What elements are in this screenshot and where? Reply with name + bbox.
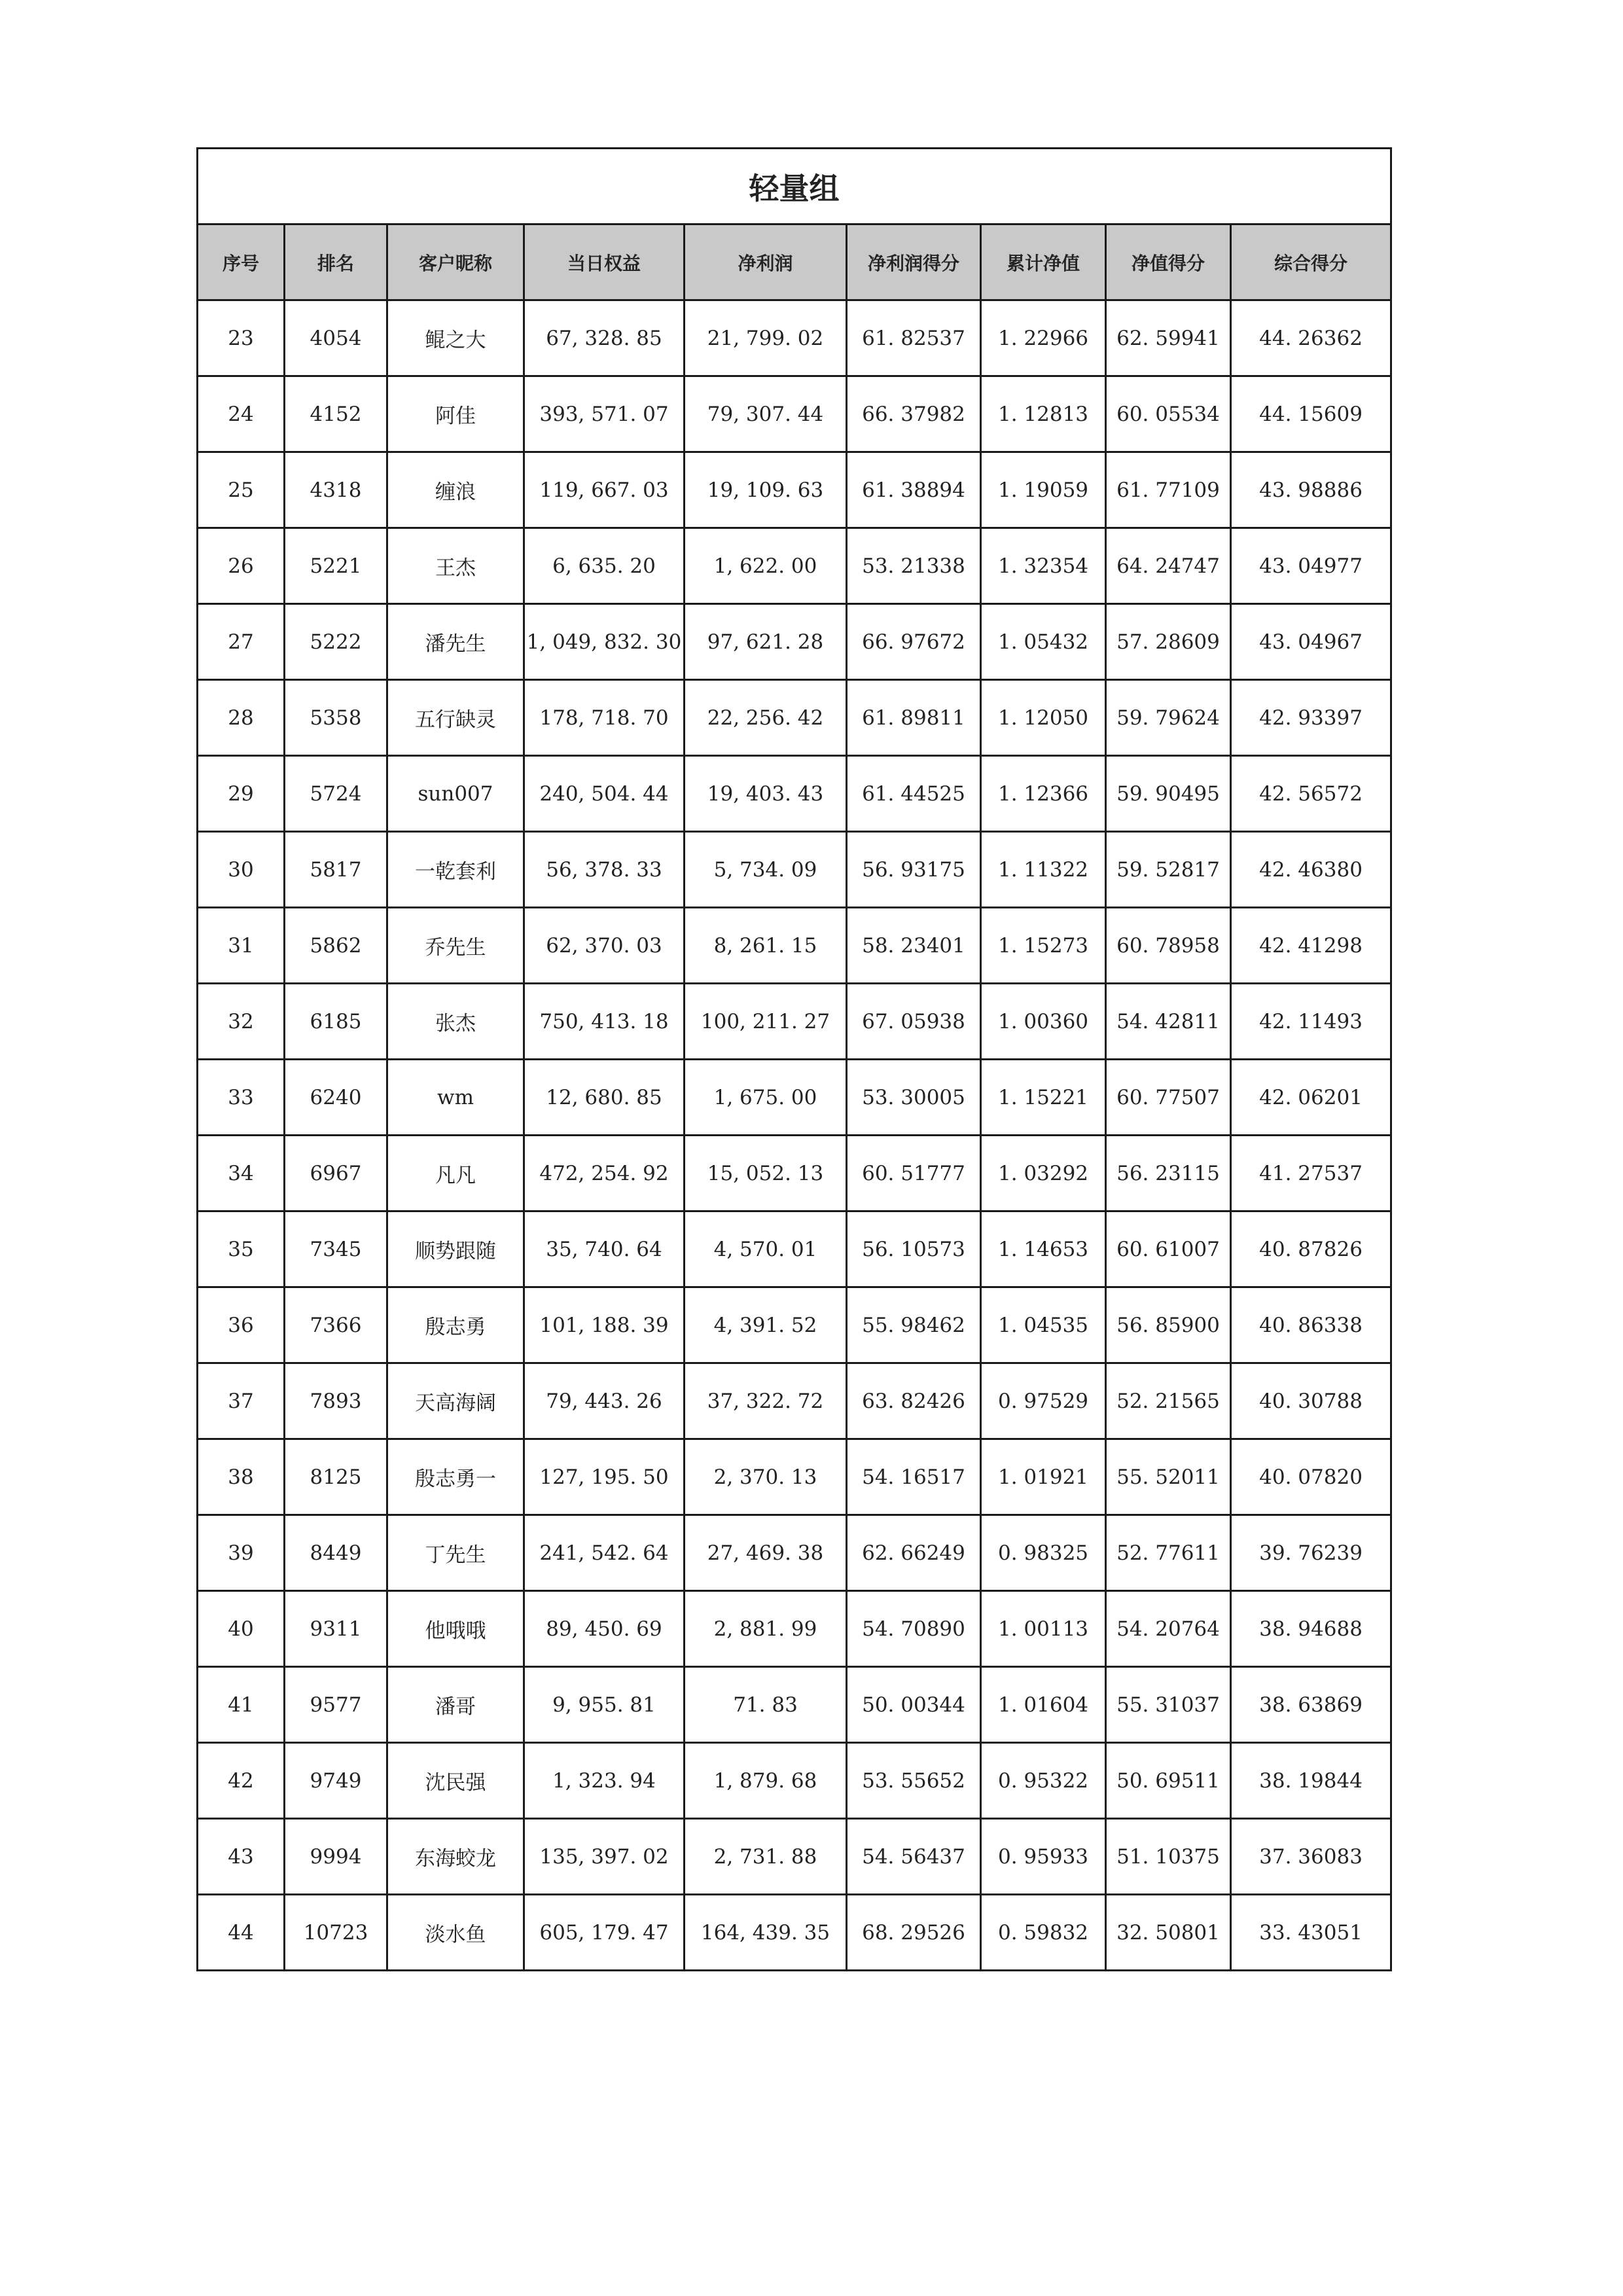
table-cell: 127, 195. 50 (524, 1439, 685, 1515)
table-cell: 57. 28609 (1106, 604, 1231, 680)
table-cell: 28 (198, 680, 285, 756)
table-cell: 61. 44525 (847, 756, 981, 832)
ranking-table (196, 147, 1392, 1971)
table-cell: 51. 10375 (1106, 1819, 1231, 1895)
table-cell: 0. 59832 (981, 1895, 1106, 1971)
table-cell: 71. 83 (685, 1667, 847, 1743)
table-cell: 王杰 (387, 528, 524, 604)
table-cell: 64. 24747 (1106, 528, 1231, 604)
table-cell: 1. 32354 (981, 528, 1106, 604)
table-cell: 1. 05432 (981, 604, 1106, 680)
table-cell: 32. 50801 (1106, 1895, 1231, 1971)
table-cell: 750, 413. 18 (524, 984, 685, 1060)
table-cell: 54. 42811 (1106, 984, 1231, 1060)
table-cell: 19, 109. 63 (685, 452, 847, 528)
table-cell: 6, 635. 20 (524, 528, 685, 604)
table-cell: 58. 23401 (847, 908, 981, 984)
table-cell: 38 (198, 1439, 285, 1515)
table-row (198, 680, 1391, 756)
table-cell: 59. 90495 (1106, 756, 1231, 832)
table-cell: 54. 70890 (847, 1591, 981, 1667)
table-cell: 21, 799. 02 (685, 300, 847, 376)
table-cell: 0. 97529 (981, 1363, 1106, 1439)
table-cell: 39. 76239 (1231, 1515, 1391, 1591)
table-cell: 5358 (285, 680, 387, 756)
table-cell: 1. 15221 (981, 1060, 1106, 1136)
table-row (198, 1439, 1391, 1515)
table-cell: 9311 (285, 1591, 387, 1667)
table-cell: 135, 397. 02 (524, 1819, 685, 1895)
table-cell: 29 (198, 756, 285, 832)
table-cell: 22, 256. 42 (685, 680, 847, 756)
table-cell: 1. 12050 (981, 680, 1106, 756)
table-cell: 4318 (285, 452, 387, 528)
table-cell: 42 (198, 1743, 285, 1819)
table-cell: 他哦哦 (387, 1591, 524, 1667)
table-row (198, 604, 1391, 680)
column-header: 净值得分 (1106, 224, 1231, 300)
table-cell: 4152 (285, 376, 387, 452)
column-header: 综合得分 (1231, 224, 1391, 300)
table-cell: 178, 718. 70 (524, 680, 685, 756)
table-cell: 52. 21565 (1106, 1363, 1231, 1439)
table-cell: 101, 188. 39 (524, 1287, 685, 1363)
table-cell: 60. 77507 (1106, 1060, 1231, 1136)
table-cell: 5222 (285, 604, 387, 680)
table-cell: 潘哥 (387, 1667, 524, 1743)
table-cell: 张杰 (387, 984, 524, 1060)
table-cell: 24 (198, 376, 285, 452)
table-row (198, 376, 1391, 452)
table-cell: 6185 (285, 984, 387, 1060)
table-cell: 56, 378. 33 (524, 832, 685, 908)
table-row (198, 1211, 1391, 1287)
table-cell: 44. 15609 (1231, 376, 1391, 452)
table-cell: 0. 95322 (981, 1743, 1106, 1819)
table-cell: 1. 00113 (981, 1591, 1106, 1667)
column-header: 累计净值 (981, 224, 1106, 300)
table-cell: 1. 11322 (981, 832, 1106, 908)
table-cell: 33 (198, 1060, 285, 1136)
table-cell: 32 (198, 984, 285, 1060)
table-cell: 42. 56572 (1231, 756, 1391, 832)
table-cell: 7345 (285, 1211, 387, 1287)
table-cell: 1. 14653 (981, 1211, 1106, 1287)
table-cell: 4, 391. 52 (685, 1287, 847, 1363)
table-cell: 42. 11493 (1231, 984, 1391, 1060)
table-cell: 164, 439. 35 (685, 1895, 847, 1971)
table-cell: 33. 43051 (1231, 1895, 1391, 1971)
table-cell: 52. 77611 (1106, 1515, 1231, 1591)
table-cell: 顺势跟随 (387, 1211, 524, 1287)
table-cell: 472, 254. 92 (524, 1136, 685, 1211)
column-header: 序号 (198, 224, 285, 300)
table-cell: 61. 77109 (1106, 452, 1231, 528)
column-header: 净利润 (685, 224, 847, 300)
table-cell: 66. 97672 (847, 604, 981, 680)
table-cell: 50. 69511 (1106, 1743, 1231, 1819)
table-cell: 56. 23115 (1106, 1136, 1231, 1211)
table-cell: 66. 37982 (847, 376, 981, 452)
table-cell: 1. 12813 (981, 376, 1106, 452)
table-row (198, 1363, 1391, 1439)
table-cell: 6967 (285, 1136, 387, 1211)
table-cell: 41 (198, 1667, 285, 1743)
table-cell: 38. 94688 (1231, 1591, 1391, 1667)
table-cell: 59. 52817 (1106, 832, 1231, 908)
table-cell: 63. 82426 (847, 1363, 981, 1439)
table-cell: 凡凡 (387, 1136, 524, 1211)
table-cell: 56. 85900 (1106, 1287, 1231, 1363)
table-cell: 殷志勇一 (387, 1439, 524, 1515)
table-cell: 5221 (285, 528, 387, 604)
table-cell: 43. 04967 (1231, 604, 1391, 680)
table-row (198, 1591, 1391, 1667)
table-cell: 1. 22966 (981, 300, 1106, 376)
table-cell: 2, 881. 99 (685, 1591, 847, 1667)
table-body (198, 300, 1391, 1971)
table-row (198, 1060, 1391, 1136)
table-cell: 0. 98325 (981, 1515, 1106, 1591)
table-title: 轻量组 (198, 149, 1391, 224)
table-cell: 沈民强 (387, 1743, 524, 1819)
table-cell: 9, 955. 81 (524, 1667, 685, 1743)
table-cell: 44. 26362 (1231, 300, 1391, 376)
table-cell: 43. 04977 (1231, 528, 1391, 604)
table-cell: 67. 05938 (847, 984, 981, 1060)
table-cell: 31 (198, 908, 285, 984)
table-cell: 乔先生 (387, 908, 524, 984)
table-row (198, 1743, 1391, 1819)
table-row (198, 1136, 1391, 1211)
table-cell: 56. 93175 (847, 832, 981, 908)
table-cell: 30 (198, 832, 285, 908)
table-cell: 40. 87826 (1231, 1211, 1391, 1287)
table-cell: 6240 (285, 1060, 387, 1136)
table-cell: 10723 (285, 1895, 387, 1971)
table-cell: 40. 30788 (1231, 1363, 1391, 1439)
table-cell: 19, 403. 43 (685, 756, 847, 832)
table-cell: 241, 542. 64 (524, 1515, 685, 1591)
table-row (198, 528, 1391, 604)
table-cell: 缠浪 (387, 452, 524, 528)
table-cell: 1. 01921 (981, 1439, 1106, 1515)
table-cell: 37, 322. 72 (685, 1363, 847, 1439)
table-cell: 阿佳 (387, 376, 524, 452)
table-cell: 54. 20764 (1106, 1591, 1231, 1667)
table-cell: 62, 370. 03 (524, 908, 685, 984)
table-cell: 1, 323. 94 (524, 1743, 685, 1819)
table-cell: 37 (198, 1363, 285, 1439)
table-cell: 43. 98886 (1231, 452, 1391, 528)
table-row (198, 756, 1391, 832)
table-cell: 61. 89811 (847, 680, 981, 756)
table-cell: 1, 622. 00 (685, 528, 847, 604)
table-cell: 1, 879. 68 (685, 1743, 847, 1819)
table-cell: 42. 41298 (1231, 908, 1391, 984)
table-cell: 68. 29526 (847, 1895, 981, 1971)
table-cell: 36 (198, 1287, 285, 1363)
table-row (198, 984, 1391, 1060)
table-cell: 100, 211. 27 (685, 984, 847, 1060)
table-row (198, 1819, 1391, 1895)
table-cell: 53. 30005 (847, 1060, 981, 1136)
table-cell: 38. 19844 (1231, 1743, 1391, 1819)
table-row (198, 908, 1391, 984)
table-cell: 8125 (285, 1439, 387, 1515)
table-cell: 鲲之大 (387, 300, 524, 376)
table-cell: 50. 00344 (847, 1667, 981, 1743)
table-cell: 2, 731. 88 (685, 1819, 847, 1895)
table-cell: 0. 95933 (981, 1819, 1106, 1895)
table-cell: 40. 07820 (1231, 1439, 1391, 1515)
table-cell: 97, 621. 28 (685, 604, 847, 680)
table-cell: 1. 12366 (981, 756, 1106, 832)
table-cell: 1. 15273 (981, 908, 1106, 984)
table-cell: 25 (198, 452, 285, 528)
table-cell: 67, 328. 85 (524, 300, 685, 376)
table-cell: 东海蛟龙 (387, 1819, 524, 1895)
table-cell: 1. 03292 (981, 1136, 1106, 1211)
table-cell: 1. 01604 (981, 1667, 1106, 1743)
table-cell: 7366 (285, 1287, 387, 1363)
table-cell: 42. 46380 (1231, 832, 1391, 908)
table-cell: 79, 443. 26 (524, 1363, 685, 1439)
table-cell: 62. 66249 (847, 1515, 981, 1591)
table-cell: 5, 734. 09 (685, 832, 847, 908)
table-cell: 55. 52011 (1106, 1439, 1231, 1515)
table-cell: 41. 27537 (1231, 1136, 1391, 1211)
table-cell: 27, 469. 38 (685, 1515, 847, 1591)
table-cell: 12, 680. 85 (524, 1060, 685, 1136)
table-cell: 天高海阔 (387, 1363, 524, 1439)
table-cell: 35, 740. 64 (524, 1211, 685, 1287)
table-cell: 26 (198, 528, 285, 604)
table-cell: 23 (198, 300, 285, 376)
table-cell: 4, 570. 01 (685, 1211, 847, 1287)
table-cell: 60. 61007 (1106, 1211, 1231, 1287)
table-cell: 53. 21338 (847, 528, 981, 604)
table-cell: 1, 049, 832. 30 (524, 604, 685, 680)
table-cell: 15, 052. 13 (685, 1136, 847, 1211)
table-cell: 79, 307. 44 (685, 376, 847, 452)
table-cell: 1, 675. 00 (685, 1060, 847, 1136)
column-header: 当日权益 (524, 224, 685, 300)
table-cell: 38. 63869 (1231, 1667, 1391, 1743)
table-cell: 1. 04535 (981, 1287, 1106, 1363)
table-cell: 44 (198, 1895, 285, 1971)
table-cell: 五行缺灵 (387, 680, 524, 756)
table-cell: 43 (198, 1819, 285, 1895)
table-row (198, 1287, 1391, 1363)
table-cell: 54. 56437 (847, 1819, 981, 1895)
table-cell: 1. 00360 (981, 984, 1106, 1060)
table-cell: 5862 (285, 908, 387, 984)
column-header: 净利润得分 (847, 224, 981, 300)
table-cell: 35 (198, 1211, 285, 1287)
table-cell: 37. 36083 (1231, 1819, 1391, 1895)
table-cell: 殷志勇 (387, 1287, 524, 1363)
table-cell: 5724 (285, 756, 387, 832)
table-cell: 119, 667. 03 (524, 452, 685, 528)
table-cell: 34 (198, 1136, 285, 1211)
table-cell: 56. 10573 (847, 1211, 981, 1287)
table-cell: 605, 179. 47 (524, 1895, 685, 1971)
table-cell: 丁先生 (387, 1515, 524, 1591)
table-row (198, 832, 1391, 908)
table-cell: 42. 06201 (1231, 1060, 1391, 1136)
table-cell: 9749 (285, 1743, 387, 1819)
table-cell: 89, 450. 69 (524, 1591, 685, 1667)
table-row (198, 1515, 1391, 1591)
column-header: 客户昵称 (387, 224, 524, 300)
table-row (198, 1667, 1391, 1743)
table-row (198, 452, 1391, 528)
table-cell: 60. 78958 (1106, 908, 1231, 984)
table-cell: 393, 571. 07 (524, 376, 685, 452)
header-row (198, 224, 1391, 300)
table-cell: 55. 98462 (847, 1287, 981, 1363)
table-cell: 60. 05534 (1106, 376, 1231, 452)
table-cell: 55. 31037 (1106, 1667, 1231, 1743)
table-row (198, 300, 1391, 376)
table-cell: 40. 86338 (1231, 1287, 1391, 1363)
table-cell: 2, 370. 13 (685, 1439, 847, 1515)
table-cell: 4054 (285, 300, 387, 376)
table-cell: 53. 55652 (847, 1743, 981, 1819)
table-cell: 27 (198, 604, 285, 680)
table-cell: 9994 (285, 1819, 387, 1895)
table-cell: 61. 82537 (847, 300, 981, 376)
table-cell: sun007 (387, 756, 524, 832)
table-cell: 240, 504. 44 (524, 756, 685, 832)
table-cell: 8449 (285, 1515, 387, 1591)
table-cell: 9577 (285, 1667, 387, 1743)
table-cell: 潘先生 (387, 604, 524, 680)
table-cell: 40 (198, 1591, 285, 1667)
table-cell: 淡水鱼 (387, 1895, 524, 1971)
table-row (198, 1895, 1391, 1971)
table-cell: 42. 93397 (1231, 680, 1391, 756)
table-cell: 8, 261. 15 (685, 908, 847, 984)
table-cell: wm (387, 1060, 524, 1136)
table-cell: 1. 19059 (981, 452, 1106, 528)
table-cell: 62. 59941 (1106, 300, 1231, 376)
column-header: 排名 (285, 224, 387, 300)
table-cell: 一乾套利 (387, 832, 524, 908)
table-cell: 61. 38894 (847, 452, 981, 528)
table-cell: 60. 51777 (847, 1136, 981, 1211)
table-cell: 39 (198, 1515, 285, 1591)
table-cell: 54. 16517 (847, 1439, 981, 1515)
table-cell: 5817 (285, 832, 387, 908)
table-cell: 7893 (285, 1363, 387, 1439)
table-cell: 59. 79624 (1106, 680, 1231, 756)
